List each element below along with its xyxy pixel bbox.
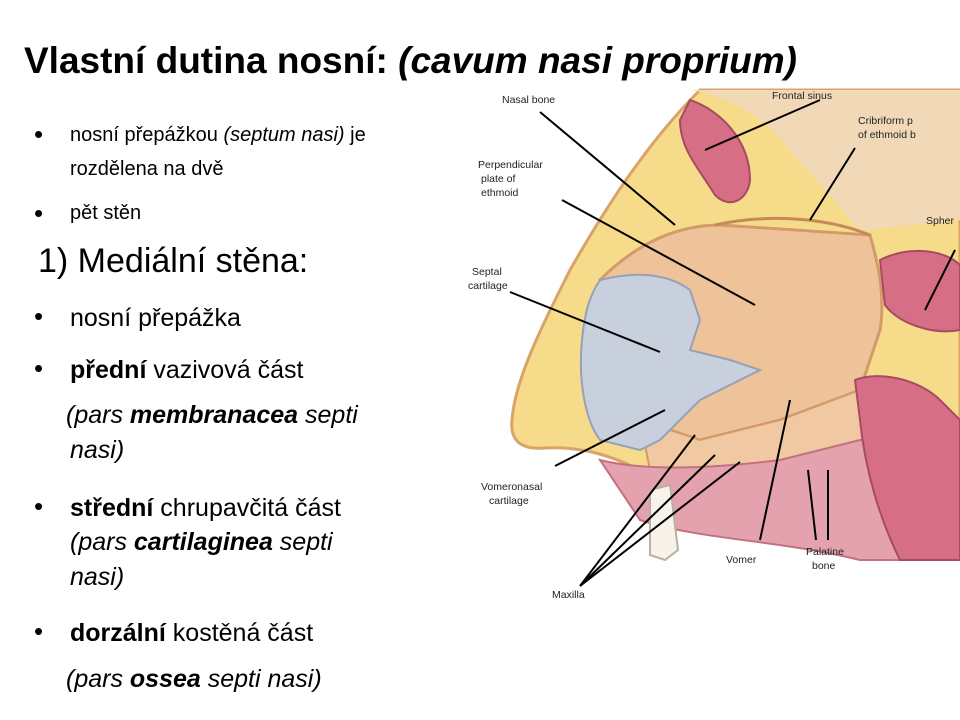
bullet-five-walls: pět stěn	[70, 202, 142, 224]
label-palatine-2: bone	[812, 560, 836, 572]
bullet-middle-latin-line1: (pars cartilaginea septi	[70, 528, 333, 556]
label-cribriform-1: Cribriform p	[858, 115, 913, 127]
label-palatine-1: Palatine	[806, 546, 844, 558]
bullet-dorsal-latin: (pars ossea septi nasi)	[66, 665, 322, 693]
bullet-middle-latin-line2: nasi)	[70, 563, 125, 591]
bullet-dot: •	[34, 491, 44, 521]
bullet-septum-line1: nosní přepážkou (septum nasi) je	[70, 124, 366, 146]
label-frontal-sinus: Frontal sinus	[772, 90, 833, 102]
label-perpendicular-1: Perpendicular	[478, 159, 543, 171]
label-cribriform-2: of ethmoid b	[858, 129, 916, 141]
bullet-dot: •	[34, 301, 44, 331]
bullet-anterior-latin-line2: nasi)	[70, 436, 125, 464]
title-latin: (cavum nasi proprium)	[398, 40, 797, 81]
label-vomeronasal-1: Vomeronasal	[481, 481, 543, 493]
bullet-anterior: přední vazivová část	[70, 356, 304, 384]
section-heading: 1) Mediální stěna:	[38, 242, 309, 280]
bullet-middle: střední chrupavčitá část	[70, 494, 341, 522]
label-maxilla: Maxilla	[552, 589, 585, 601]
bullet-anterior-latin-line1: (pars membranacea septi	[66, 401, 358, 429]
label-perpendicular-3: ethmoid	[481, 187, 519, 199]
label-sphenoid: Spher	[926, 215, 955, 227]
label-septal-1: Septal	[472, 266, 502, 278]
label-vomeronasal-2: cartilage	[489, 495, 529, 507]
bullet-dot: •	[34, 198, 44, 228]
bullet-dot: •	[34, 353, 44, 383]
title-main: Vlastní dutina nosní:	[24, 40, 399, 81]
label-vomer: Vomer	[726, 554, 757, 566]
label-nasal-bone: Nasal bone	[502, 94, 556, 106]
bullet-dot: •	[34, 119, 44, 149]
label-septal-2: cartilage	[468, 280, 508, 292]
label-perpendicular-2: plate of	[481, 173, 516, 185]
bullet-dorsal: dorzální kostěná část	[70, 619, 314, 647]
bullet-dot: •	[34, 616, 44, 646]
bullet-septum: nosní přepážka	[70, 304, 241, 332]
bullet-septum-line2: rozdělena na dvě	[70, 158, 224, 180]
